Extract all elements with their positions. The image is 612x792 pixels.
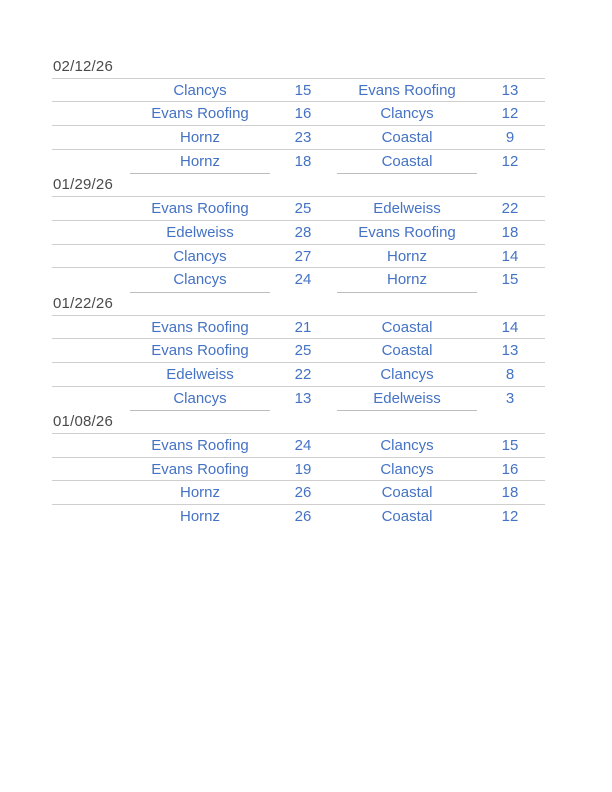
game-row (52, 102, 545, 126)
home-team: Evans Roofing (151, 200, 249, 218)
away-score: 15 (501, 271, 519, 289)
away-team: Coastal (381, 129, 433, 147)
home-score: 26 (294, 484, 312, 502)
game-row (52, 197, 545, 221)
away-score: 12 (501, 105, 519, 123)
home-team: Evans Roofing (151, 105, 249, 123)
game-row (52, 339, 545, 363)
home-score: 27 (294, 247, 312, 265)
away-score: 3 (505, 389, 515, 407)
home-team: Evans Roofing (151, 318, 249, 336)
week-date: 02/12/26 (53, 58, 113, 75)
away-team: Clancys (380, 365, 434, 383)
home-score: 24 (294, 271, 312, 289)
home-team: Edelweiss (166, 223, 234, 241)
away-team: Edelweiss (373, 200, 441, 218)
date-row (52, 292, 545, 316)
home-score: 25 (294, 342, 312, 360)
away-score: 13 (501, 342, 519, 360)
home-score: 26 (294, 508, 312, 526)
home-score: 15 (294, 81, 312, 99)
away-score: 18 (501, 223, 519, 241)
home-score: 16 (294, 105, 312, 123)
away-team: Clancys (380, 437, 434, 454)
away-score: 13 (501, 81, 519, 99)
game-row (52, 79, 545, 103)
game-row (52, 126, 545, 150)
home-team: Hornz (179, 508, 220, 526)
home-score: 28 (294, 223, 312, 241)
away-score: 14 (501, 318, 519, 336)
away-score: 9 (505, 129, 515, 147)
home-team: Evans Roofing (151, 460, 249, 478)
away-team: Clancys (380, 460, 434, 478)
away-team: Clancys (380, 105, 434, 123)
week-block (52, 173, 545, 291)
away-team: Hornz (386, 271, 427, 289)
week-date: 01/29/26 (53, 176, 113, 194)
home-team: Clancys (173, 247, 227, 265)
away-team: Hornz (386, 247, 427, 265)
date-row (52, 173, 545, 197)
week-block (52, 55, 545, 173)
week-date: 01/08/26 (53, 413, 113, 431)
game-row (52, 221, 545, 245)
away-score: 18 (501, 484, 519, 502)
week-block (52, 292, 545, 410)
game-row (52, 316, 545, 340)
home-team: Hornz (179, 152, 220, 170)
home-score: 23 (294, 129, 312, 147)
home-score: 25 (294, 200, 312, 218)
game-row (52, 363, 545, 387)
game-row (52, 458, 545, 482)
home-team: Clancys (173, 271, 227, 289)
away-team: Coastal (381, 508, 433, 526)
game-row (52, 268, 545, 292)
away-score: 22 (501, 200, 519, 218)
home-team: Hornz (179, 484, 220, 502)
date-row (52, 410, 545, 434)
date-row (52, 55, 545, 79)
away-team: Coastal (381, 318, 433, 336)
home-team: Evans Roofing (151, 437, 249, 454)
week-date: 01/22/26 (53, 294, 113, 312)
away-score: 14 (501, 247, 519, 265)
away-team: Evans Roofing (358, 81, 456, 99)
home-score: 18 (294, 152, 312, 170)
home-team: Edelweiss (166, 365, 234, 383)
away-score: 15 (501, 437, 519, 454)
away-team: Coastal (381, 152, 433, 170)
home-score: 19 (294, 460, 312, 478)
home-score: 13 (294, 389, 312, 407)
game-row (52, 481, 545, 505)
away-score: 8 (505, 365, 515, 383)
away-score: 12 (501, 508, 519, 526)
game-row (52, 387, 545, 411)
home-score: 24 (294, 437, 312, 454)
away-team: Evans Roofing (358, 223, 456, 241)
away-team: Coastal (381, 342, 433, 360)
home-score: 22 (294, 365, 312, 383)
away-team: Edelweiss (373, 389, 441, 407)
home-score: 21 (294, 318, 312, 336)
away-score: 12 (501, 152, 519, 170)
week-block (52, 410, 545, 528)
away-team: Coastal (381, 484, 433, 502)
game-row (52, 505, 545, 529)
away-score: 16 (501, 460, 519, 478)
results-sheet (52, 55, 545, 529)
game-row (52, 434, 545, 458)
game-row (52, 150, 545, 174)
home-team: Clancys (173, 81, 227, 99)
home-team: Hornz (179, 129, 220, 147)
home-team: Clancys (173, 389, 227, 407)
home-team: Evans Roofing (151, 342, 249, 360)
game-row (52, 245, 545, 269)
